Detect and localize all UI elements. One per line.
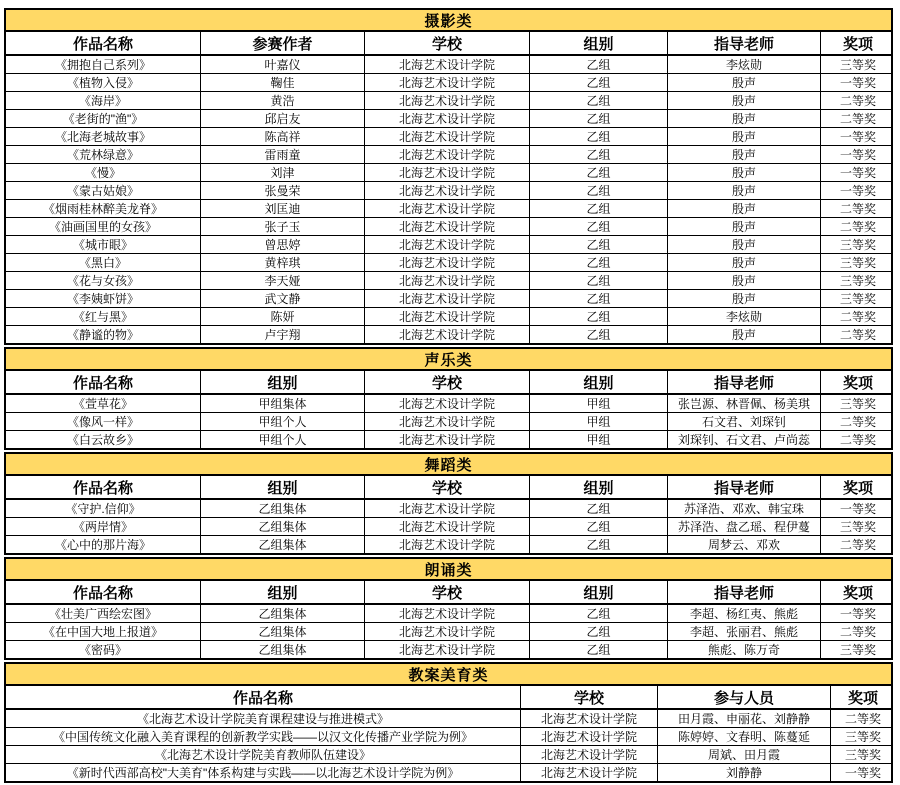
section-title: 教案美育类 <box>408 666 489 684</box>
table-cell: 三等奖 <box>820 272 895 289</box>
table-row <box>6 745 891 763</box>
table-cell: 殷声 <box>667 326 820 343</box>
table-cell: 李超、张丽君、熊彪 <box>667 623 820 640</box>
table-cell: 乙组 <box>529 164 667 181</box>
table-cell: 乙组 <box>529 200 667 217</box>
table-cell: 乙组 <box>529 182 667 199</box>
table-cell: 三等奖 <box>830 746 895 763</box>
table-cell: 《北海艺术设计学院美育课程建设与推进模式》 <box>136 712 389 726</box>
column-header: 组别 <box>529 371 667 393</box>
table-row <box>6 181 891 199</box>
table-row <box>6 535 891 553</box>
table-cell: 张岂源、林晋佩、杨美琪 <box>667 395 820 412</box>
table-cell: 北海艺术设计学院 <box>364 128 529 145</box>
table-cell: 二等奖 <box>820 218 895 235</box>
table-cell: 三等奖 <box>820 236 895 253</box>
table-cell: 北海艺术设计学院 <box>364 254 529 271</box>
column-header: 参与人员 <box>657 686 830 708</box>
table-cell: 李炫勋 <box>667 56 820 73</box>
table-cell: 乙组 <box>529 218 667 235</box>
column-header: 组别 <box>200 371 364 393</box>
table-cell: 周斌、田月霞 <box>657 746 830 763</box>
table-cell: 北海艺术设计学院 <box>520 746 657 763</box>
table-cell: 《萱草花》 <box>72 397 133 411</box>
table-cell: 《心中的那片海》 <box>54 538 151 552</box>
table-cell: 《北海老城故事》 <box>54 130 151 144</box>
table-cell: 《李姨虾饼》 <box>66 292 139 306</box>
table-cell: 刘琛钊、石文君、卢尚蕊 <box>667 431 820 448</box>
table-cell: 黄梓琪 <box>200 254 364 271</box>
table-cell: 《城市眼》 <box>72 238 133 252</box>
table-row <box>6 307 891 325</box>
table-row <box>6 56 891 73</box>
table-cell: 二等奖 <box>820 623 895 640</box>
table-cell: 苏泽浩、盘乙瑶、程伊蔓 <box>667 518 820 535</box>
table-cell: 北海艺术设计学院 <box>364 164 529 181</box>
table-cell: 李超、杨红夷、熊彪 <box>667 605 820 622</box>
section-title: 声乐类 <box>424 351 473 369</box>
table-cell: 殷声 <box>667 164 820 181</box>
table-cell: 北海艺术设计学院 <box>364 605 529 622</box>
table-cell: 乙组 <box>529 56 667 73</box>
table-row <box>6 109 891 127</box>
table-cell: 乙组集体 <box>200 500 364 517</box>
table-cell: 北海艺术设计学院 <box>364 200 529 217</box>
table-cell: 乙组 <box>529 605 667 622</box>
table-cell: 一等奖 <box>830 764 895 781</box>
table-row <box>6 727 891 745</box>
table-cell: 乙组 <box>529 92 667 109</box>
table-cell: 三等奖 <box>820 518 895 535</box>
table-row <box>6 763 891 781</box>
table-cell: 北海艺术设计学院 <box>520 764 657 781</box>
table-row <box>6 395 891 412</box>
table-cell: 北海艺术设计学院 <box>364 236 529 253</box>
table-cell: 北海艺术设计学院 <box>364 518 529 535</box>
table-row <box>6 605 891 622</box>
table-cell: 乙组集体 <box>200 623 364 640</box>
table-cell: 殷声 <box>667 92 820 109</box>
column-header: 作品名称 <box>72 584 133 602</box>
table-cell: 殷声 <box>667 218 820 235</box>
column-header: 奖项 <box>820 581 895 603</box>
table-cell: 一等奖 <box>820 146 895 163</box>
table-cell: 三等奖 <box>820 254 895 271</box>
column-header: 组别 <box>529 476 667 498</box>
table-cell: 三等奖 <box>820 290 895 307</box>
table-row <box>6 640 891 658</box>
table-cell: 殷声 <box>667 182 820 199</box>
table-cell: 北海艺术设计学院 <box>364 56 529 73</box>
table-row <box>6 253 891 271</box>
table-cell: 一等奖 <box>820 605 895 622</box>
table-cell: 二等奖 <box>820 431 895 448</box>
table-cell: 北海艺术设计学院 <box>364 623 529 640</box>
table-cell: 二等奖 <box>820 92 895 109</box>
section-title: 摄影类 <box>424 12 473 30</box>
table-cell: 陈高祥 <box>200 128 364 145</box>
table-cell: 乙组 <box>529 236 667 253</box>
table-cell: 《蒙古姑娘》 <box>66 184 139 198</box>
table-cell: 《油画国里的女孩》 <box>48 220 157 234</box>
table-cell: 乙组集体 <box>200 518 364 535</box>
table-cell: 三等奖 <box>820 56 895 73</box>
table-row <box>6 271 891 289</box>
column-header: 奖项 <box>820 371 895 393</box>
table-cell: 《壮美广西绘宏图》 <box>48 607 157 621</box>
table-cell: 殷声 <box>667 290 820 307</box>
table-cell: 《红与黑》 <box>72 310 133 324</box>
table-cell: 北海艺术设计学院 <box>520 710 657 727</box>
table-cell: 北海艺术设计学院 <box>364 500 529 517</box>
column-header: 学校 <box>520 686 657 708</box>
table-cell: 陈妍 <box>200 308 364 325</box>
table-cell: 《慢》 <box>84 166 121 180</box>
table-cell: 北海艺术设计学院 <box>364 395 529 412</box>
section-title-bar <box>6 10 891 32</box>
table-cell: 北海艺术设计学院 <box>364 290 529 307</box>
table-cell: 乙组 <box>529 272 667 289</box>
table-cell: 二等奖 <box>820 326 895 343</box>
table-cell: 雷雨童 <box>200 146 364 163</box>
section-vocal-music <box>4 347 893 450</box>
table-cell: 《新时代西部高校"大美育"体系构建与实践——以北海艺术设计学院为例》 <box>66 766 460 780</box>
section-title-bar <box>6 664 891 686</box>
section-photography <box>4 8 893 345</box>
column-header: 参赛作者 <box>200 32 364 54</box>
section-title-bar <box>6 559 891 581</box>
table-cell: 李炫勋 <box>667 308 820 325</box>
table-cell: 殷声 <box>667 146 820 163</box>
table-row <box>6 235 891 253</box>
table-cell: 北海艺术设计学院 <box>364 413 529 430</box>
table-cell: 周梦云、邓欢 <box>667 536 820 553</box>
section-recitation <box>4 557 893 660</box>
column-header: 指导老师 <box>667 476 820 498</box>
table-cell: 殷声 <box>667 110 820 127</box>
table-cell: 乙组 <box>529 326 667 343</box>
table-cell: 乙组 <box>529 74 667 91</box>
table-cell: 三等奖 <box>820 641 895 658</box>
table-row <box>6 127 891 145</box>
table-cell: 北海艺术设计学院 <box>520 728 657 745</box>
table-cell: 《烟雨桂林醉美龙脊》 <box>42 202 163 216</box>
table-cell: 北海艺术设计学院 <box>364 431 529 448</box>
table-cell: 武文静 <box>200 290 364 307</box>
table-row <box>6 430 891 448</box>
table-cell: 刘静静 <box>657 764 830 781</box>
section-title: 朗诵类 <box>424 561 473 579</box>
table-cell: 乙组 <box>529 290 667 307</box>
column-header: 学校 <box>364 581 529 603</box>
table-cell: 《海岸》 <box>78 94 127 108</box>
column-header-row <box>6 476 891 500</box>
table-cell: 乙组集体 <box>200 641 364 658</box>
table-row <box>6 73 891 91</box>
table-cell: 熊彪、陈万奇 <box>667 641 820 658</box>
table-cell: 乙组 <box>529 146 667 163</box>
column-header: 学校 <box>364 32 529 54</box>
table-cell: 《密码》 <box>78 643 127 657</box>
table-cell: 甲组 <box>529 413 667 430</box>
table-cell: 《两岸情》 <box>72 520 133 534</box>
table-cell: 《荒林绿意》 <box>66 148 139 162</box>
table-cell: 田月霞、申丽花、刘静静 <box>657 710 830 727</box>
column-header: 组别 <box>529 581 667 603</box>
table-cell: 《老街的"渔"》 <box>62 112 144 126</box>
column-header: 学校 <box>364 476 529 498</box>
column-header: 奖项 <box>820 32 895 54</box>
table-row <box>6 289 891 307</box>
table-cell: 乙组 <box>529 536 667 553</box>
table-cell: 《拥抱自己系列》 <box>54 58 151 72</box>
table-cell: 乙组 <box>529 128 667 145</box>
table-row <box>6 412 891 430</box>
table-cell: 曾思婷 <box>200 236 364 253</box>
table-cell: 甲组个人 <box>200 413 364 430</box>
table-cell: 殷声 <box>667 128 820 145</box>
column-header: 作品名称 <box>72 35 133 53</box>
section-title-bar <box>6 454 891 476</box>
column-header: 学校 <box>364 371 529 393</box>
table-row <box>6 710 891 727</box>
table-cell: 北海艺术设计学院 <box>364 182 529 199</box>
table-cell: 张曼荣 <box>200 182 364 199</box>
table-cell: 乙组 <box>529 518 667 535</box>
table-row <box>6 517 891 535</box>
table-cell: 殷声 <box>667 254 820 271</box>
column-header: 指导老师 <box>667 32 820 54</box>
table-cell: 北海艺术设计学院 <box>364 146 529 163</box>
table-cell: 《守护.信仰》 <box>65 502 141 516</box>
table-cell: 殷声 <box>667 200 820 217</box>
table-cell: 李天娅 <box>200 272 364 289</box>
table-cell: 乙组 <box>529 641 667 658</box>
table-cell: 《黑白》 <box>78 256 127 270</box>
table-cell: 乙组集体 <box>200 536 364 553</box>
table-cell: 石文君、刘琛钊 <box>667 413 820 430</box>
table-cell: 二等奖 <box>820 308 895 325</box>
table-cell: 《北海艺术设计学院美育教师队伍建设》 <box>154 748 371 762</box>
table-cell: 黄浩 <box>200 92 364 109</box>
column-header: 奖项 <box>830 686 895 708</box>
table-cell: 二等奖 <box>820 110 895 127</box>
table-cell: 刘津 <box>200 164 364 181</box>
table-row <box>6 622 891 640</box>
table-cell: 一等奖 <box>820 500 895 517</box>
table-cell: 北海艺术设计学院 <box>364 218 529 235</box>
table-cell: 殷声 <box>667 74 820 91</box>
table-cell: 《像风一样》 <box>66 415 139 429</box>
section-title: 舞蹈类 <box>424 456 473 474</box>
table-cell: 《植物入侵》 <box>66 76 139 90</box>
table-cell: 叶嘉仪 <box>200 56 364 73</box>
table-cell: 卢宇翔 <box>200 326 364 343</box>
table-cell: 一等奖 <box>820 74 895 91</box>
section-dance <box>4 452 893 555</box>
table-cell: 《在中国大地上报道》 <box>42 625 163 639</box>
table-cell: 三等奖 <box>820 395 895 412</box>
column-header-row <box>6 32 891 56</box>
table-cell: 二等奖 <box>820 413 895 430</box>
column-header: 组别 <box>200 476 364 498</box>
table-cell: 张子玉 <box>200 218 364 235</box>
table-cell: 陈婷婷、文春明、陈蔓延 <box>657 728 830 745</box>
table-cell: 鞠佳 <box>200 74 364 91</box>
table-cell: 《中国传统文化融入美育课程的创新教学实践——以汉文化传播产业学院为例》 <box>52 730 473 744</box>
column-header: 指导老师 <box>667 371 820 393</box>
table-cell: 苏泽浩、邓欢、韩宝珠 <box>667 500 820 517</box>
table-row <box>6 500 891 517</box>
section-lesson-plan-aesthetic-education <box>4 662 893 783</box>
table-cell: 《白云故乡》 <box>66 433 139 447</box>
table-cell: 殷声 <box>667 272 820 289</box>
table-cell: 甲组 <box>529 395 667 412</box>
table-cell: 北海艺术设计学院 <box>364 74 529 91</box>
table-row <box>6 91 891 109</box>
table-cell: 一等奖 <box>820 128 895 145</box>
column-header: 组别 <box>200 581 364 603</box>
table-cell: 北海艺术设计学院 <box>364 536 529 553</box>
table-cell: 甲组集体 <box>200 395 364 412</box>
table-cell: 二等奖 <box>820 536 895 553</box>
column-header: 作品名称 <box>232 689 293 707</box>
column-header-row <box>6 686 891 710</box>
table-cell: 乙组 <box>529 623 667 640</box>
table-cell: 殷声 <box>667 236 820 253</box>
column-header: 作品名称 <box>72 374 133 392</box>
table-cell: 北海艺术设计学院 <box>364 272 529 289</box>
table-cell: 乙组集体 <box>200 605 364 622</box>
column-header: 作品名称 <box>72 479 133 497</box>
table-cell: 北海艺术设计学院 <box>364 308 529 325</box>
table-cell: 北海艺术设计学院 <box>364 110 529 127</box>
column-header: 组别 <box>529 32 667 54</box>
table-cell: 一等奖 <box>820 164 895 181</box>
table-cell: 乙组 <box>529 308 667 325</box>
table-cell: 《花与女孩》 <box>66 274 139 288</box>
table-cell: 二等奖 <box>830 710 895 727</box>
table-cell: 乙组 <box>529 500 667 517</box>
table-cell: 乙组 <box>529 254 667 271</box>
table-cell: 三等奖 <box>830 728 895 745</box>
table-cell: 一等奖 <box>820 182 895 199</box>
table-row <box>6 145 891 163</box>
table-cell: 甲组 <box>529 431 667 448</box>
table-cell: 乙组 <box>529 110 667 127</box>
table-cell: 北海艺术设计学院 <box>364 641 529 658</box>
table-cell: 北海艺术设计学院 <box>364 326 529 343</box>
table-row <box>6 163 891 181</box>
table-cell: 刘匡迪 <box>200 200 364 217</box>
table-cell: 《静谧的物》 <box>66 328 139 342</box>
column-header: 指导老师 <box>667 581 820 603</box>
table-row <box>6 325 891 343</box>
table-cell: 二等奖 <box>820 200 895 217</box>
table-row <box>6 217 891 235</box>
section-title-bar <box>6 349 891 371</box>
table-cell: 甲组个人 <box>200 431 364 448</box>
award-results-document <box>4 8 893 785</box>
column-header-row <box>6 581 891 605</box>
table-cell: 邱启友 <box>200 110 364 127</box>
column-header-row <box>6 371 891 395</box>
table-row <box>6 199 891 217</box>
table-cell: 北海艺术设计学院 <box>364 92 529 109</box>
column-header: 奖项 <box>820 476 895 498</box>
